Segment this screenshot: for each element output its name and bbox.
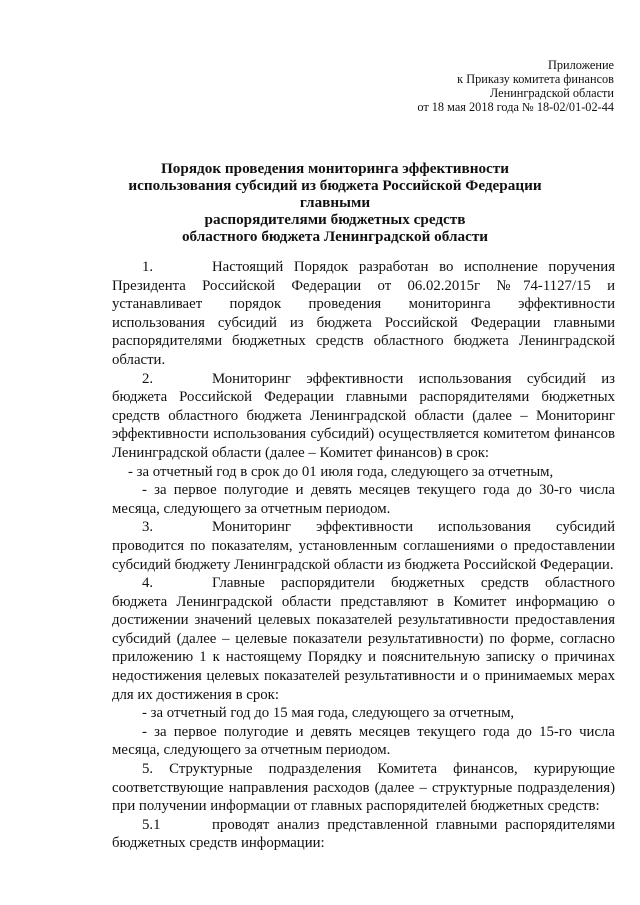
title-line: областного бюджета Ленинградской области: [181, 228, 489, 245]
paragraph-5-1: [112, 816, 615, 853]
paragraph-text: Мониторинг эффективности использования субсидий из бюджета Российской Федерации главными распорядителями бюджетных средств областного бюджета Ленинградской области (далее – Мониторинг эффективности использования субсидий) осуществляется комитетом финансов Ленинградской области (далее – Комитет финансов) в срок:: [112, 370, 615, 461]
paragraph-2: [112, 370, 615, 463]
paragraph-5: 5. Структурные подразделения Комитета финансов, курирующие соответствующие направления расходов (далее – структурные подразделения) при получении информации от главных распорядителей бюджетных средств:: [112, 761, 615, 815]
paragraph-number: 3.: [142, 519, 154, 536]
paragraph-text: Настоящий Порядок разработан во исполнение поручения Президента Российской Федерации от 06.02.2015г №74-1127/15 и устанавливает порядок проведения мониторинга эффективности использования субсидий из бюджета Российской Федерации главными распорядителями бюджетных средств областного бюджета Ленинградской области.: [112, 259, 615, 368]
paragraph-text: Главные распорядители бюджетных средств областного бюджета Ленинградской области представляют в Комитет информацию о достижении значений целевых показателей результативности предоставления субсидий (далее – целевые показатели результативности) по форме, согласно приложению 1 к настоящему Порядку и пояснительную записку о причинах недостижения целевых показателей результативности и о принимаемых мерах для их достижения в срок:: [112, 575, 615, 703]
paragraph-number: 4.: [142, 575, 154, 592]
paragraph-number: 2.: [142, 370, 154, 387]
document-title: [100, 160, 570, 245]
header-line: Приложение: [548, 58, 614, 72]
header-line: от 18 мая 2018 года № 18-02/01-02-44: [417, 100, 614, 114]
paragraph-number: 5.1: [142, 816, 161, 833]
paragraph-text: проводят анализ представленной главными распорядителями бюджетных средств информации:: [112, 816, 615, 852]
title-line: распорядителями бюджетных средств: [204, 211, 466, 228]
header-line: Ленинградской области: [489, 86, 614, 100]
list-item: - за отчетный год до 15 мая года, следующего за отчетным,: [142, 705, 515, 722]
header-line: к Приказу комитета финансов: [457, 72, 614, 86]
paragraph-number: 1.: [142, 259, 154, 275]
paragraph-text: Мониторинг эффективности использования субсидий проводится по показателям, установленным соглашениями о предоставлении субсидий бюджету Ленинградской области из бюджета Российской Федерации.: [112, 519, 615, 573]
list-item: - за отчетный год в срок до 01 июля года, следующего за отчетным,: [128, 463, 554, 480]
paragraph-4: [112, 574, 615, 704]
paragraph-3: [112, 518, 615, 574]
list-item: - за первое полугодие и девять месяцев текущего года до 30-го числа месяца, следующего за отчетным периодом.: [112, 482, 615, 517]
paragraph-1: [112, 258, 615, 370]
list-item: - за первое полугодие и девять месяцев текущего года до 15-го числа месяца, следующего за отчетным периодом.: [112, 723, 615, 759]
title-line: использования субсидий из бюджета Российской Федерации главными: [128, 177, 542, 211]
appendix-header: [417, 58, 614, 114]
title-line: Порядок проведения мониторинга эффективности: [160, 160, 509, 177]
document-body: [112, 258, 615, 853]
